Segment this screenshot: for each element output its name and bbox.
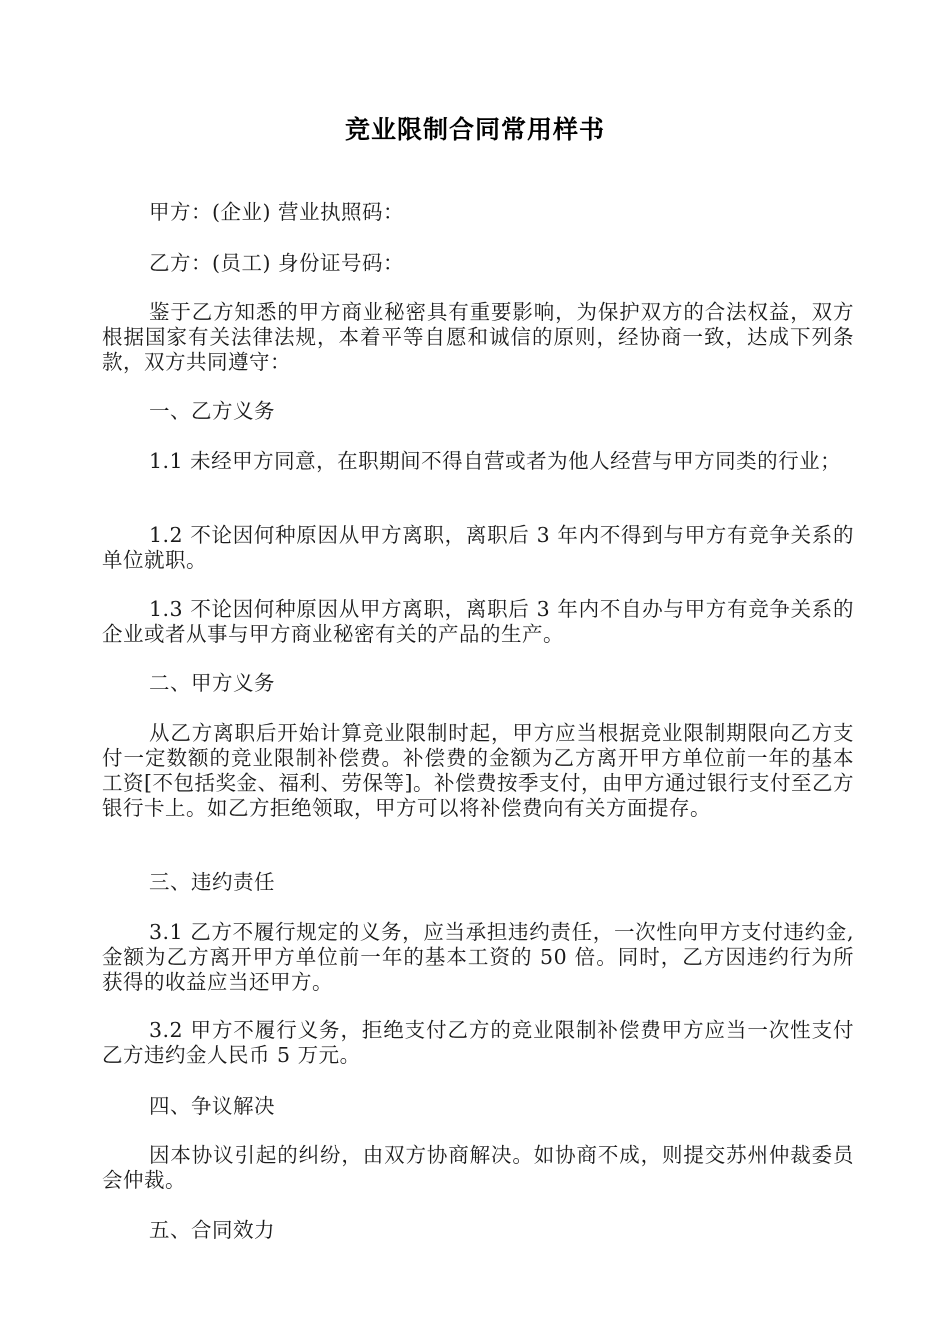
section-heading-3: 三、违约责任 [149, 870, 275, 894]
section-heading-4: 四、争议解决 [149, 1094, 275, 1118]
party-b-line: 乙方：(员工) 身份证号码： [149, 251, 405, 275]
party-a-obligation-paragraph: 从乙方离职后开始计算竞业限制时起，甲方应当根据竞业限制期限向乙方支付一定数额的竞业限制补偿费。补偿费的金额为乙方离开甲方单位前一年的基本工资[不包括奖金、福利、劳保等]。补偿费按季支付，由甲方通过银行支付至乙方银行卡上。如乙方拒绝领取，甲方可以将补偿费向有关方面提存。 [102, 721, 854, 820]
clause-1-1: 1.1 未经甲方同意，在职期间不得自营或者为他人经营与甲方同类的行业； [149, 449, 842, 473]
dispute-resolution-paragraph: 因本协议引起的纠纷，由双方协商解决。如协商不成，则提交苏州仲裁委员会仲裁。 [102, 1143, 854, 1192]
clause-3-2: 3.2 甲方不履行义务，拒绝支付乙方的竞业限制补偿费甲方应当一次性支付乙方违约金人民币 5 万元。 [102, 1018, 854, 1067]
preamble-paragraph: 鉴于乙方知悉的甲方商业秘密具有重要影响，为保护双方的合法权益，双方根据国家有关法律法规，本着平等自愿和诚信的原则，经协商一致，达成下列条款，双方共同遵守： [102, 300, 854, 374]
clause-3-1: 3.1 乙方不履行规定的义务，应当承担违约责任，一次性向甲方支付违约金,金额为乙方离开甲方单位前一年的基本工资的 50 倍。同时，乙方因违约行为所获得的收益应当还甲方。 [102, 920, 854, 994]
clause-1-3: 1.3 不论因何种原因从甲方离职，离职后 3 年内不自办与甲方有竞争关系的企业或者从事与甲方商业秘密有关的产品的生产。 [102, 597, 854, 646]
party-a-line: 甲方：(企业) 营业执照码： [149, 200, 405, 224]
section-heading-1: 一、乙方义务 [149, 399, 275, 423]
section-heading-5: 五、合同效力 [149, 1218, 275, 1242]
document-title: 竞业限制合同常用样书 [344, 115, 605, 144]
section-heading-2: 二、甲方义务 [149, 671, 275, 695]
clause-1-2: 1.2 不论因何种原因从甲方离职，离职后 3 年内不得到与甲方有竞争关系的单位就职。 [102, 523, 854, 572]
